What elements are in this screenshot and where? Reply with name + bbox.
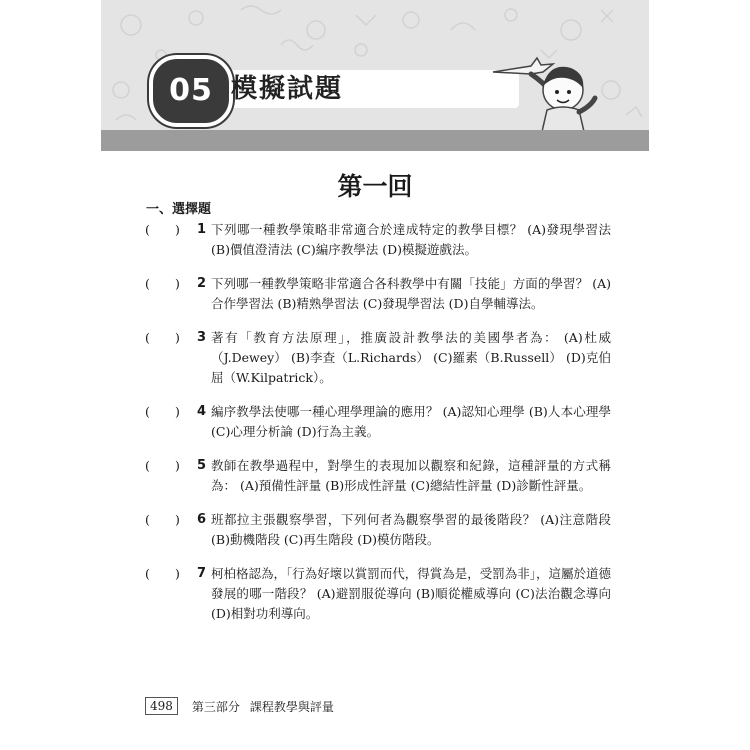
answer-bracket: ( ): [145, 458, 180, 473]
question-text: 下列哪一種教學策略非常適合各科教學中有關「技能」方面的學習？ (A)合作學習法 (B)精熟學習法 (C)發現學習法 (D)自學輔導法。: [211, 276, 611, 311]
answer-bracket: ( ): [145, 566, 180, 581]
chapter-number-badge: 05: [149, 55, 233, 127]
chapter-title: 模擬試題: [231, 74, 344, 104]
question-item: [141, 220, 611, 260]
question-item: [141, 564, 611, 624]
boy-with-airplane-icon: [491, 48, 601, 130]
question-text: 編序教學法使哪一種心理學理論的應用？ (A)認知心理學 (B)人本心理學 (C)心理分析論 (D)行為主義。: [211, 404, 611, 439]
page-number: 498: [145, 697, 178, 715]
question-item: [141, 456, 611, 496]
question-text: 柯柏格認為，「行為好壞以賞罰而代，得賞為是，受罰為非」，這屬於道德發展的哪一階段？ (A)避罰服從導向 (B)順從權威導向 (C)法治觀念導向 (D)相對功利導向。: [211, 566, 612, 621]
question-number: 4: [197, 404, 207, 419]
question-item: [141, 328, 611, 388]
question-item: [141, 510, 611, 550]
question-number: 7: [197, 566, 207, 581]
book-page: [101, 0, 649, 750]
answer-bracket: ( ): [145, 512, 180, 527]
round-title: 第一回: [337, 172, 413, 201]
question-item: [141, 274, 611, 314]
answer-bracket: ( ): [145, 276, 180, 291]
question-text: 教師在教學過程中，對學生的表現加以觀察和紀錄，這種評量的方式稱為： (A)預備性評量 (B)形成性評量 (C)總結性評量 (D)診斷性評量。: [211, 458, 611, 493]
answer-bracket: ( ): [145, 404, 180, 419]
answer-bracket: ( ): [145, 330, 180, 345]
question-number: 1: [197, 222, 207, 237]
section-heading: 一、選擇題: [146, 202, 212, 217]
question-text: 班都拉主張觀察學習，下列何者為觀察學習的最後階段？ (A)注意階段 (B)動機階段 (C)再生階段 (D)模仿階段。: [211, 512, 611, 547]
chapter-banner: [101, 0, 649, 130]
question-number: 5: [197, 458, 207, 473]
question-text: 下列哪一種教學策略非常適合於達成特定的教學目標？ (A)發現學習法 (B)價值澄清法 (C)編序教學法 (D)模擬遊戲法。: [211, 222, 611, 257]
question-number: 3: [197, 330, 207, 345]
question-number: 2: [197, 276, 207, 291]
footer-subject: 課程教學與評量: [249, 699, 334, 714]
question-text: 著有「教育方法原理」，推廣設計教學法的美國學者為： (A)杜威（J.Dewey） (B)李查（L.Richards） (C)羅素（B.Russell） (D)克伯屈（W.Kilpatrick）。: [211, 330, 611, 385]
question-list: [141, 220, 611, 638]
footer-part: 第三部分: [191, 699, 240, 714]
question-item: [141, 402, 611, 442]
banner-strip: [101, 130, 649, 151]
answer-bracket: ( ): [145, 222, 180, 237]
question-number: 6: [197, 512, 207, 527]
page-footer: [145, 697, 334, 715]
